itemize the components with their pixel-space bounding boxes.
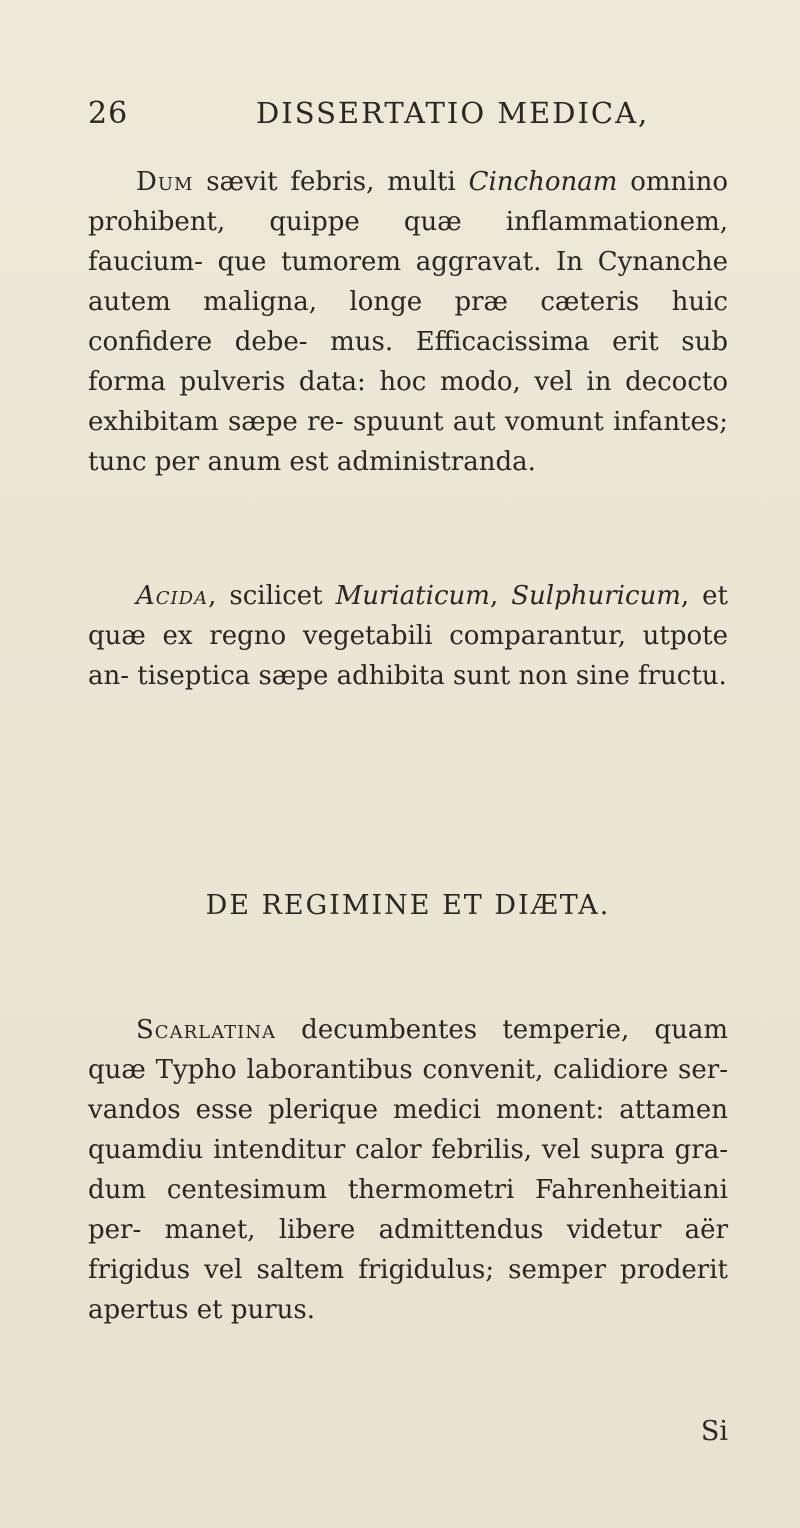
lead-word: Acida xyxy=(136,581,209,611)
lead-word: Scarlatina xyxy=(136,1015,276,1045)
paragraph-text: , scilicet xyxy=(208,581,336,611)
italic-term: Cinchonam xyxy=(468,167,618,197)
catchword: Si xyxy=(700,1416,728,1447)
running-title: DISSERTATIO MEDICA, xyxy=(256,96,650,130)
page-number: 26 xyxy=(88,96,129,131)
section-heading: DE REGIMINE ET DIÆTA. xyxy=(205,890,611,921)
paragraph-cinchona xyxy=(88,162,728,482)
italic-term: Sulphuricum xyxy=(511,581,681,611)
paragraph-text: , et quæ ex regno vegetabili comparantur, utpote an- tiseptica sæpe adhibita sunt non sine fructu. xyxy=(88,581,729,691)
paragraph-scarlatina xyxy=(88,1010,728,1330)
paragraph-text: , xyxy=(489,581,512,611)
lead-word: Dum xyxy=(136,167,194,197)
italic-term: Muriaticum xyxy=(335,581,490,611)
paragraph-acida xyxy=(88,576,728,696)
paragraph-text: sævit febris, multi xyxy=(193,167,469,197)
paragraph-text: decumbentes temperie, quam quæ Typho laborantibus convenit, calidiore ser- vandos esse plerique medici monent: attamen quamdiu intenditur calor febrilis, vel supra gra- dum centesimum thermometri Fahrenheitiani per- manet, libere admittendus videtur aër frigidus vel saltem frigidulus; semper proderit apertus et purus. xyxy=(88,1015,728,1325)
paragraph-text: omnino prohibent, quippe quæ inflammationem, faucium- que tumorem aggravat. In Cynanche autem maligna, longe præ cæteris huic confidere debe- mus. Efficacissima erit sub forma pulveris data: hoc modo, vel in decocto exhibitam sæpe re- spuunt aut vomunt infantes; tunc per anum est administranda. xyxy=(88,167,729,477)
running-head xyxy=(88,96,728,136)
